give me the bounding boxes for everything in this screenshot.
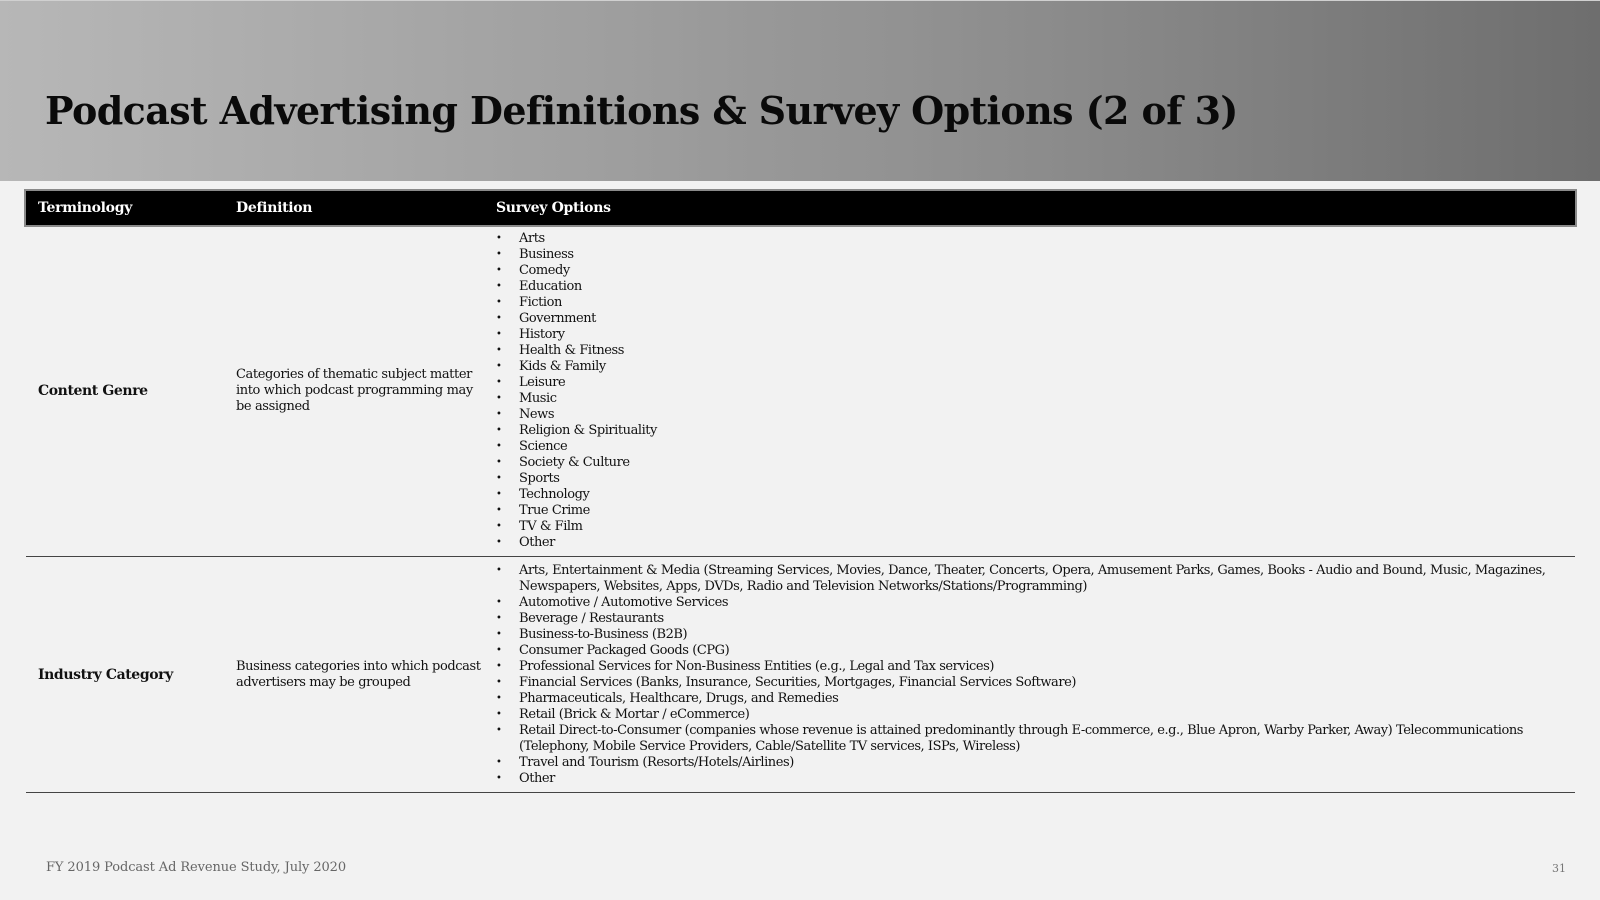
definition-cell: Categories of thematic subject matter into which podcast programming may be assigned — [236, 366, 473, 414]
table-row — [26, 225, 1575, 557]
list-item: • Arts, Entertainment & Media (Streaming Services, Movies, Dance, Theater, Concerts, Opera, Amusement Parks, Games, Books - Audio and Bound, Music, Magazines, Newspapers, Websites, Apps, DVDs, Radio and Television Networks/Stations/Programming) — [496, 563, 1565, 595]
list-item: • Consumer Packaged Goods (CPG) — [496, 643, 1565, 659]
table-row — [26, 557, 1575, 793]
list-item: • Health & Fitness — [496, 343, 1565, 359]
slide-title: Podcast Advertising Definitions & Survey Options (2 of 3) — [45, 88, 1238, 133]
list-item: • Music — [496, 391, 1565, 407]
list-item: • Arts — [496, 231, 1565, 247]
list-item: • Religion & Spirituality — [496, 423, 1565, 439]
list-item: • Travel and Tourism (Resorts/Hotels/Airlines) — [496, 755, 1565, 771]
options-list — [496, 231, 1565, 551]
list-item: • Science — [496, 439, 1565, 455]
list-item: • Fiction — [496, 295, 1565, 311]
header-survey-options: Survey Options — [496, 200, 611, 216]
list-item: • Government — [496, 311, 1565, 327]
term-cell: Content Genre — [38, 382, 148, 399]
list-item: • Other — [496, 771, 1565, 787]
list-item: • Professional Services for Non-Business Entities (e.g., Legal and Tax services) — [496, 659, 1565, 675]
table-header-row — [26, 191, 1575, 225]
options-cell — [491, 225, 1575, 557]
term-cell: Industry Category — [38, 666, 173, 683]
list-item: • Business-to-Business (B2B) — [496, 627, 1565, 643]
list-item: • Kids & Family — [496, 359, 1565, 375]
definition-cell: Business categories into which podcast advertisers may be grouped — [236, 658, 481, 690]
list-item: • Business — [496, 247, 1565, 263]
list-item: • Sports — [496, 471, 1565, 487]
list-item: • Technology — [496, 487, 1565, 503]
list-item: • Education — [496, 279, 1565, 295]
list-item: • Other — [496, 535, 1565, 551]
list-item: • TV & Film — [496, 519, 1565, 535]
list-item: • Retail Direct-to-Consumer (companies whose revenue is attained predominantly through E-commerce, e.g., Blue Apron, Warby Parker, Away) Telecommunications (Telephony, Mobile Service Providers, Cable/Satellite TV services, ISPs, Wireless) — [496, 723, 1565, 755]
page-number: 31 — [1552, 862, 1566, 875]
list-item: • News — [496, 407, 1565, 423]
list-item: • Retail (Brick & Mortar / eCommerce) — [496, 707, 1565, 723]
definitions-table — [26, 191, 1575, 793]
list-item: • Society & Culture — [496, 455, 1565, 471]
header-terminology: Terminology — [38, 200, 133, 216]
list-item: • Financial Services (Banks, Insurance, Securities, Mortgages, Financial Services Software) — [496, 675, 1565, 691]
list-item: • Pharmaceuticals, Healthcare, Drugs, and Remedies — [496, 691, 1565, 707]
list-item: • Automotive / Automotive Services — [496, 595, 1565, 611]
list-item: • History — [496, 327, 1565, 343]
list-item: • True Crime — [496, 503, 1565, 519]
list-item: • Beverage / Restaurants — [496, 611, 1565, 627]
options-cell — [491, 557, 1575, 793]
footer-source: FY 2019 Podcast Ad Revenue Study, July 2020 — [46, 860, 347, 875]
options-list — [496, 563, 1565, 787]
list-item: • Comedy — [496, 263, 1565, 279]
header-definition: Definition — [236, 200, 313, 216]
list-item: • Leisure — [496, 375, 1565, 391]
